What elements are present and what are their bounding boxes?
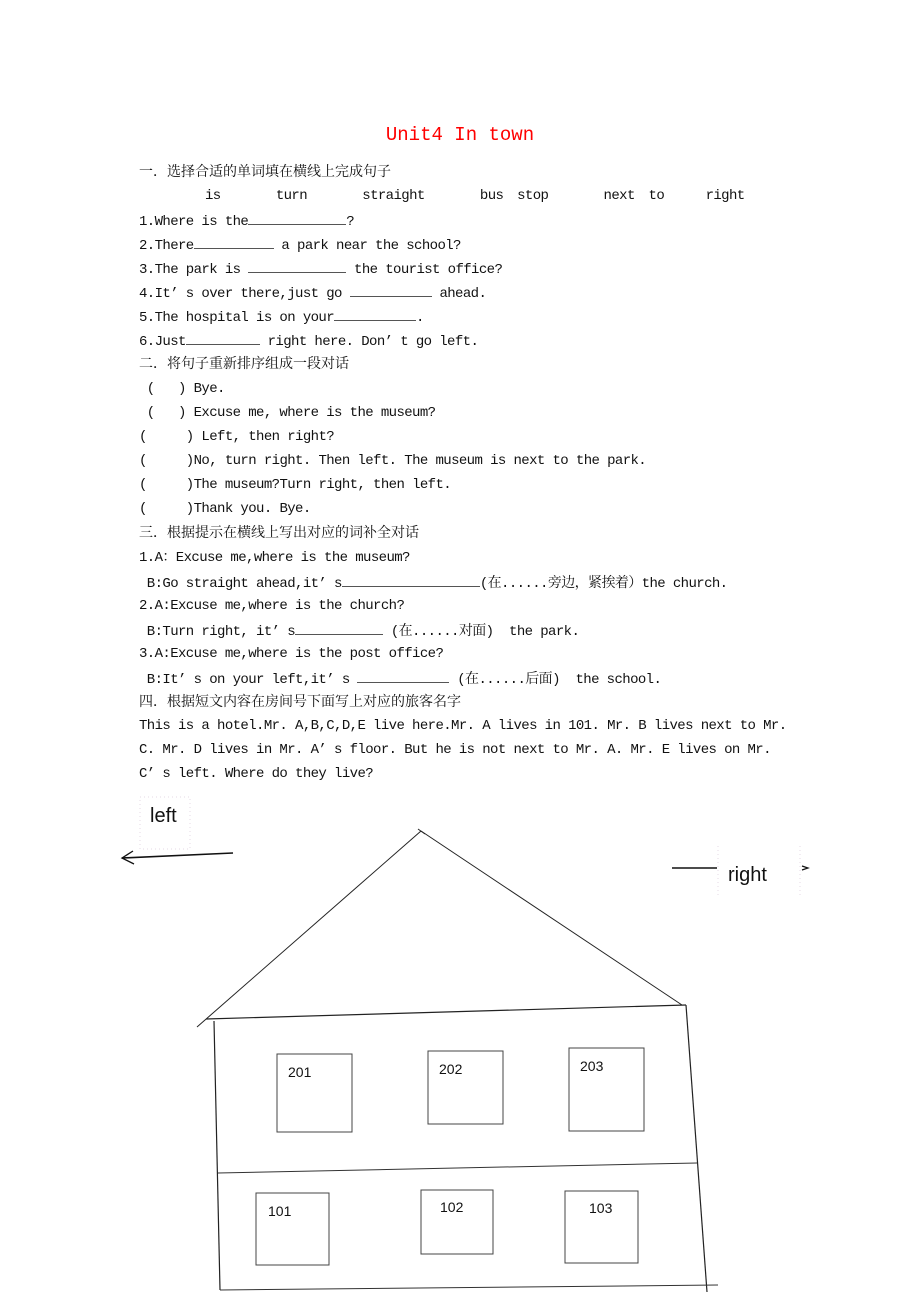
section4-heading: 四．根据短文内容在房间号下面写上对应的旅客名字 — [139, 694, 461, 710]
order-text: Excuse me, where is the museum? — [185, 405, 436, 421]
item-text: ? — [346, 214, 355, 230]
room-101-box — [256, 1193, 329, 1265]
dialog-hint: (在......对面) the park. — [383, 624, 580, 640]
item-text: 2.There — [139, 238, 194, 254]
order-bracket[interactable]: ( ) — [139, 477, 194, 493]
order-bracket[interactable]: ( ) — [139, 381, 186, 397]
item-text: 4.It’ s over there,just go — [139, 286, 350, 302]
word-bank-item: is — [205, 188, 221, 204]
dialog-a-line: 2.A:Excuse me,where is the church? — [139, 598, 405, 614]
word-bank-item: straight — [362, 188, 425, 204]
passage-line: C. Mr. D lives in Mr. A’ s floor. But he is not next to Mr. A. Mr. E lives on Mr. — [139, 742, 771, 758]
item-text: 5.The hospital is on your — [139, 310, 335, 326]
dialog-text: B:It’ s on your left,it’ s — [139, 672, 358, 688]
word-bank-item: bus stop — [479, 188, 549, 204]
passage-line: C’ s left. Where do they live? — [139, 766, 374, 782]
dialog-text: B:Go straight ahead,it’ s — [139, 576, 342, 592]
dialog-a-line: 1.A：Excuse me,where is the museum? — [139, 550, 410, 566]
item-text: the tourist office? — [346, 262, 503, 278]
room-number-201: 201 — [288, 1064, 312, 1080]
word-bank-item: right — [705, 188, 745, 204]
room-number-203: 203 — [580, 1058, 604, 1074]
section3-heading: 三．根据提示在横线上写出对应的词补全对话 — [139, 525, 419, 541]
room-number-103: 103 — [589, 1200, 613, 1216]
section1-heading: 一．选择合适的单词填在横线上完成句子 — [139, 164, 391, 180]
order-bracket[interactable]: ( ) — [139, 405, 186, 421]
order-text: Thank you. Bye. — [193, 501, 311, 517]
item-text: a park near the school? — [273, 238, 461, 254]
word-bank-item: turn — [275, 188, 308, 204]
room-number-202: 202 — [439, 1061, 463, 1077]
item-text: 3.The park is — [139, 262, 249, 278]
section2-heading: 二．将句子重新排序组成一段对话 — [139, 356, 349, 372]
worksheet-title: Unit4 In town — [385, 124, 535, 146]
order-text: Bye. — [185, 381, 225, 397]
left-arrow-icon — [122, 851, 233, 864]
passage-line: This is a hotel.Mr. A,B,C,D,E live here.Mr. A lives in 101. Mr. B lives next to Mr. — [139, 718, 787, 734]
word-bank-item: next to — [603, 188, 665, 204]
order-text: Left, then right? — [193, 429, 335, 445]
dialog-text: B:Turn right, it’ s — [139, 624, 296, 640]
item-text: 1.Where is the — [139, 214, 249, 230]
item-text: ahead. — [431, 286, 487, 302]
item-text: . — [416, 310, 424, 326]
dialog-hint: (在......旁边，紧挨着）the church. — [479, 576, 728, 592]
roof — [197, 829, 682, 1027]
room-number-102: 102 — [440, 1199, 464, 1215]
order-text: The museum?Turn right, then left. — [193, 477, 452, 493]
left-label: left — [150, 805, 177, 827]
order-bracket[interactable]: ( ) — [139, 429, 194, 445]
order-bracket[interactable]: ( ) — [139, 501, 194, 517]
dialog-a-line: 3.A:Excuse me,where is the post office? — [139, 646, 444, 662]
item-text: 6.Just — [139, 334, 186, 350]
room-number-101: 101 — [268, 1203, 292, 1219]
right-label: right — [728, 864, 767, 886]
order-bracket[interactable]: ( ) — [139, 453, 194, 469]
dialog-hint: (在......后面) the school. — [449, 672, 662, 688]
order-text: No, turn right. Then left. The museum is next to the park. — [193, 453, 647, 469]
item-text: right here. Don’ t go left. — [259, 334, 479, 350]
